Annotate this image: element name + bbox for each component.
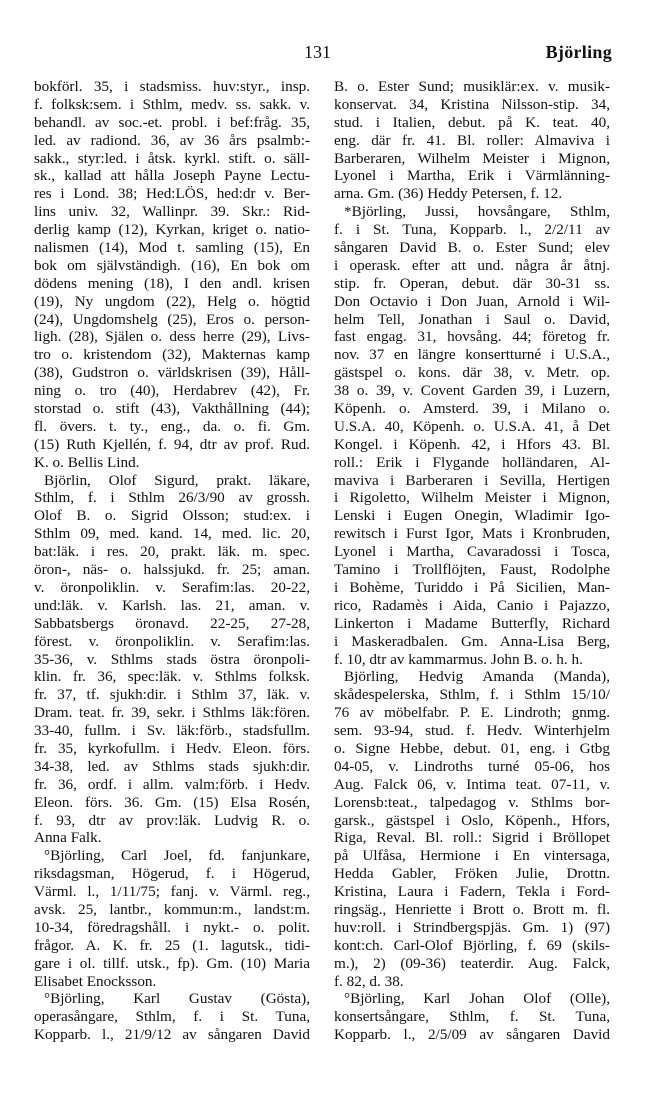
text-line: Dram. teat. fr. 39, sekr. i Sthlms läk:fören.	[34, 704, 310, 722]
text-line: i Rigoletto, Wilhelm Meister i Mignon,	[334, 489, 610, 507]
text-line: gästspel o. kons. där 38, v. Metr. op.	[334, 364, 610, 382]
text-line: på Ulfåsa, Hermione i En vintersaga,	[334, 847, 610, 865]
text-line: Elisabet Enocksson.	[34, 972, 157, 990]
page-number: 131	[304, 42, 331, 62]
text-line: huv:roll. i Strindbergspjäs. Gm. 1) (97)	[334, 918, 610, 936]
text-line: f. 10, dtr av kammarmus. John B. o. h. h.	[334, 650, 583, 668]
text-line: fast engag. 31, hovsång. 44; företog fr.	[334, 328, 610, 346]
text-line: 33-40, fullm. i Sv. läk:förb., stadsfullm.	[34, 722, 310, 740]
text-line: 34-38, led. av Sthlms stads sjukh:dir.	[34, 757, 310, 775]
text-line: Värml. l., 1/11/75; fanj. v. Värml. reg.,	[34, 883, 310, 901]
text-line: skådespelerska, Sthlm, f. i Sthlm 15/10/	[334, 686, 610, 704]
text-line: riksdagsman, Högerud, f. i Högerud,	[34, 865, 310, 883]
text-line: Lyonel i Martha, Cavaradossi i Tosca,	[334, 543, 610, 561]
text-line: Sthlm 09, med. kand. 14, med. lic. 20,	[34, 525, 310, 543]
text-line: arna. Gm. (36) Heddy Petersen, f. 12.	[334, 185, 563, 203]
text-line: maviva i Barberaren i Sevilla, Hertigen	[334, 471, 610, 489]
text-line: öron-, näs- o. halssjukd. fr. 25; aman.	[34, 561, 310, 579]
text-line: 76 av möbelfabr. P. E. Lindroth; gnmg.	[334, 704, 610, 722]
text-line: tro o. kristendom (32), Makternas kamp	[34, 346, 310, 364]
text-line: Kongel. i Köpenh. 42, i Hfors 43. Bl.	[334, 435, 610, 453]
text-line: fr. 37, tf. sjukh:dir. i Sthlm 37, läk. v.	[34, 686, 310, 704]
text-line: bokförl. 35, i stadsmiss. huv:styr., insp.	[34, 78, 310, 95]
running-head: Björling	[545, 42, 612, 62]
text-line: helm Tell, Jonathan i Saul o. David,	[334, 310, 610, 328]
text-line: sångaren David B. o. Ester Sund; elev	[334, 239, 610, 257]
text-line: 10-34, föredragshåll. i nykt.- o. polit.	[34, 918, 310, 936]
text-line: lins univ. 32, Wallinpr. 39. Skr.: Rid-	[34, 203, 310, 221]
text-line: Köpenh. o. Amsterd. 39, i Milano o.	[334, 400, 610, 418]
text-line: Kopparb. l., 2/5/09 av sångaren David	[334, 1026, 610, 1044]
text-line: *Björling, Jussi, hovsångare, Sthlm,	[344, 203, 610, 221]
text-line: frågor. A. K. fr. 25 (1. lagutsk., tidi-	[34, 936, 310, 954]
text-line: bat:läk. i res. 20, prakt. läk. m. spec.	[34, 543, 310, 561]
text-line: f. i St. Tuna, Kopparb. l., 2/2/11 av	[334, 221, 610, 239]
text-line: °Björling, Karl Johan Olof (Olle),	[344, 990, 610, 1008]
text-line: U.S.A. 40, Köpenh. o. U.S.A. 41, å Det	[334, 417, 610, 435]
text-line: konservat. 34, Kristina Nilsson-stip. 34,	[334, 95, 610, 113]
text-line: (15) Ruth Kjellén, f. 94, dtr av prof. Rud.	[34, 435, 310, 453]
text-line: Eleon. förs. 36. Gm. (15) Elsa Rosén,	[34, 793, 310, 811]
text-line: f. 82, d. 38.	[334, 972, 404, 990]
text-line: i Maskeradbalen. Gm. Anna-Lisa Berg,	[334, 632, 610, 650]
text-line: dödens mening (18), I den andl. krisen	[34, 274, 310, 292]
text-line: garsk., gästspel i Oslo, Köpenh., Hfors,	[334, 811, 610, 829]
text-line: m.), 2) (09-36) teaterdir. Aug. Falck,	[334, 954, 610, 972]
text-line: sem. 93-94, stud. f. Hedv. Winterhjelm	[334, 722, 610, 740]
page-header	[34, 42, 612, 66]
text-line: derlig kamp (12), Kyrkan, kriget o. natio-	[34, 221, 310, 239]
text-line: sk., kallad att hålla Joseph Payne Lectu-	[34, 167, 310, 185]
text-line: Anna Falk.	[34, 829, 102, 847]
text-line: °Björling, Karl Gustav (Gösta),	[44, 990, 310, 1008]
text-line: ringsäg., Henriette i Brott o. Brott m. fl.	[334, 900, 610, 918]
text-line: Don Octavio i Don Juan, Arnold i Wil-	[334, 292, 610, 310]
text-line: Lyonel i Martha, Erik i Värmlänning-	[334, 167, 610, 185]
text-line: Riga, Reval. Bl. roll.: Sigrid i Bröllopet	[334, 829, 610, 847]
text-line: Kopparb. l., 21/9/12 av sångaren David	[34, 1026, 310, 1044]
text-line: led. av radiond. 36, av 36 års psalmb:-	[34, 131, 310, 149]
left-column	[34, 78, 310, 1044]
text-line: förest. v. öronpoliklin. v. Serafim:las.	[34, 632, 310, 650]
text-line: (38), Gudstron o. världskrisen (39), Håll-	[34, 364, 310, 382]
text-line: res i Lond. 38; Hed:LÖS, hed:dr v. Ber-	[34, 185, 310, 203]
text-line: fl. övers. t. ty., eng., da. o. fi. Gm.	[34, 417, 310, 435]
text-line: stip. fr. Operan, debut. där 30-31 ss.	[334, 274, 610, 292]
text-line: nalismen (14), Mod t. samling (15), En	[34, 239, 310, 257]
text-line: kont:ch. Carl-Olof Björling, f. 69 (skils-	[334, 936, 610, 954]
text-line: o. Signe Hebbe, debut. 01, eng. i Gtbg	[334, 739, 610, 757]
text-line: bok om självständigh. (16), En bok om	[34, 256, 310, 274]
text-line: roll.: Erik i Flygande holländaren, Al-	[334, 453, 610, 471]
text-line: Aug. Falck 06, v. Intima teat. 07-11, v.	[334, 775, 610, 793]
text-line: Sthlm, f. i Sthlm 26/3/90 av grossh.	[34, 489, 310, 507]
text-line: nov. 37 en längre konsertturné i U.S.A.,	[334, 346, 610, 364]
text-line: Olof B. o. Sigrid Olsson; stud:ex. i	[34, 507, 310, 525]
text-line: fr. 35, kyrkofullm. i Hedv. Eleon. förs.	[34, 739, 310, 757]
text-line: klin. fr. 36, spec:läk. v. Sthlms folksk.	[34, 668, 310, 686]
text-line: und:läk. v. Karlsh. las. 21, aman. v.	[34, 596, 310, 614]
text-line: operasångare, Sthlm, f. i St. Tuna,	[34, 1008, 310, 1026]
text-line: storstad o. stift (43), Vakthållning (44);	[34, 400, 310, 418]
text-line: Tamino i Trollflöjten, Faust, Rodolphe	[334, 561, 610, 579]
text-line: Hedda Gabler, Fröken Julie, Drottn.	[334, 865, 610, 883]
text-line: Barberaren, Wilhelm Meister i Mignon,	[334, 149, 610, 167]
text-line: °Björling, Carl Joel, fd. fanjunkare,	[44, 847, 310, 865]
text-line: (19), Ny ungdom (22), Helg o. högtid	[34, 292, 310, 310]
text-line: (24), Ungdomshelg (25), Eros o. person-	[34, 310, 310, 328]
text-line: Björlin, Olof Sigurd, prakt. läkare,	[44, 471, 310, 489]
text-line: f. 93, dtr av prov:läk. Ludvig R. o.	[34, 811, 310, 829]
text-line: v. öronpoliklin. v. Serafim:las. 20-22,	[34, 578, 310, 596]
text-line: eng. där fr. 41. Bl. roller: Almaviva i	[334, 131, 610, 149]
text-line: 35-36, v. Sthlms stads östra öronpoli-	[34, 650, 310, 668]
text-line: behandl. av soc.-et. probl. i bef:fråg. 35,	[34, 113, 310, 131]
text-line: gare i ol. tillf. utsk., fp). Gm. (10) Maria	[34, 954, 310, 972]
text-line: konsertsångare, Sthlm, f. St. Tuna,	[334, 1008, 610, 1026]
text-line: 38 o. 39, v. Covent Garden 39, i Luzern,	[334, 382, 610, 400]
text-line: avsk. 25, lantbr., kommun:m., landst:m.	[34, 900, 310, 918]
text-line: Lorensb:teat., talpedagog v. Sthlms bor-	[334, 793, 610, 811]
text-line: Björling, Hedvig Amanda (Manda),	[344, 668, 610, 686]
text-line: B. o. Ester Sund; musiklär:ex. v. musik-	[334, 78, 610, 95]
text-line: f. folksk:sem. i Sthlm, medv. ss. sakk. v.	[34, 95, 310, 113]
text-line: sakk., styr:led. i åtsk. kyrkl. stift. o. säll-	[34, 149, 310, 167]
text-line: 04-05, v. Lindroths turné 05-06, hos	[334, 757, 610, 775]
text-line: i operask. efter att und. några år åtnj.	[334, 256, 610, 274]
text-line: stud. i Italien, debut. på K. teat. 40,	[334, 113, 610, 131]
text-line: Linkerton i Madame Butterfly, Richard	[334, 614, 610, 632]
text-line: ning o. tro (40), Herdabrev (42), Fr.	[34, 382, 310, 400]
right-column	[334, 78, 610, 1044]
text-line: ligh. (28), Själen o. dess herre (29), Livs-	[34, 328, 310, 346]
text-line: K. o. Bellis Lind.	[34, 453, 140, 471]
text-line: Sabbatsbergs öronavd. 22-25, 27-28,	[34, 614, 310, 632]
text-line: Kristina, Laura i Fadern, Tekla i Ford-	[334, 883, 610, 901]
text-line: rico, Radamès i Aida, Canio i Pajazzo,	[334, 596, 610, 614]
text-line: fr. 36, ordf. i allm. valm:förb. i Hedv.	[34, 775, 310, 793]
text-line: i Bohème, Turiddo i På Sicilien, Man-	[334, 578, 610, 596]
text-line: rewitsch i Furst Igor, Mats i Kronbruden,	[334, 525, 610, 543]
text-line: Lenski i Eugen Onegin, Wladimir Igo-	[334, 507, 610, 525]
